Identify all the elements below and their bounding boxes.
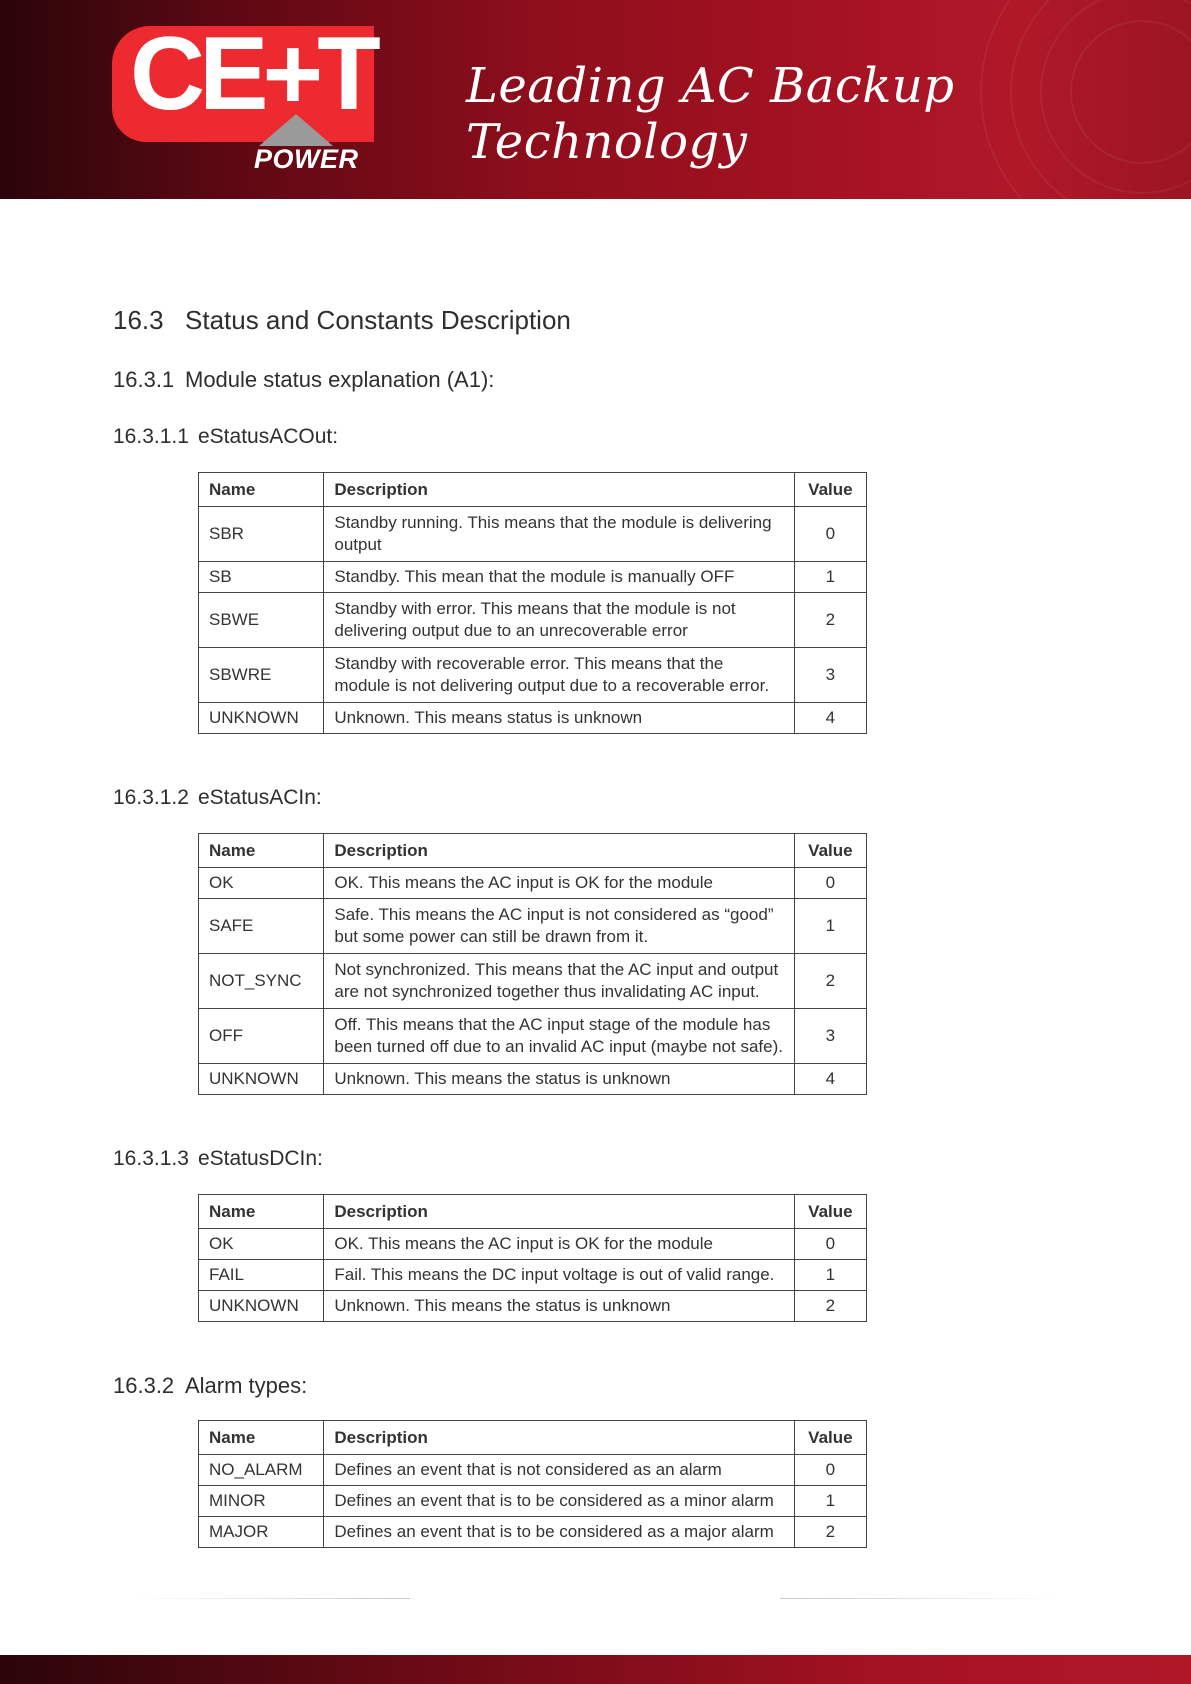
cell-description: Defines an event that is to be considered as a minor alarm [324, 1486, 794, 1517]
cell-value: 1 [794, 899, 866, 954]
cell-description: Safe. This means the AC input is not considered as “good” but some power can still be drawn from it. [324, 899, 794, 954]
heading-title: eStatusACOut: [198, 425, 339, 448]
tagline: Leading AC Backup Technology [466, 58, 955, 170]
cell-name: UNKNOWN [199, 1064, 324, 1095]
cell-name: SAFE [199, 899, 324, 954]
column-header-name: Name [199, 473, 324, 507]
cell-value: 3 [794, 1009, 866, 1064]
column-header-value: Value [794, 473, 866, 507]
cell-value: 0 [794, 1455, 866, 1486]
cell-description: Standby running. This means that the module is delivering output [324, 507, 794, 562]
cell-value: 1 [794, 562, 866, 593]
cell-description: Unknown. This means status is unknown [324, 703, 794, 734]
column-header-description: Description [324, 473, 794, 507]
table-row [199, 1064, 867, 1095]
cell-value: 2 [794, 954, 866, 1009]
cell-name: FAIL [199, 1260, 324, 1291]
cell-description: Unknown. This means the status is unknown [324, 1291, 794, 1322]
column-header-description: Description [324, 834, 794, 868]
cell-name: UNKNOWN [199, 1291, 324, 1322]
cell-description: OK. This means the AC input is OK for the module [324, 1229, 794, 1260]
table-heading-acin [113, 786, 322, 810]
table-row [199, 1009, 867, 1064]
table-row [199, 593, 867, 648]
heading-number: 16.3.1.2 [113, 786, 189, 809]
heading-title: eStatusDCIn: [198, 1147, 323, 1170]
cell-description: Unknown. This means the status is unknown [324, 1064, 794, 1095]
footer-divider-left [130, 1598, 410, 1599]
table-header-row [199, 1195, 867, 1229]
status-table-acout [198, 472, 867, 734]
status-table-dcin [198, 1194, 867, 1322]
cell-name: MINOR [199, 1486, 324, 1517]
cell-name: UNKNOWN [199, 703, 324, 734]
status-table-acin [198, 833, 867, 1095]
cell-name: OFF [199, 1009, 324, 1064]
heading-number: 16.3.1.3 [113, 1147, 189, 1170]
column-header-value: Value [794, 834, 866, 868]
cell-name: OK [199, 868, 324, 899]
table-row [199, 1455, 867, 1486]
column-header-value: Value [794, 1421, 866, 1455]
cell-name: NOT_SYNC [199, 954, 324, 1009]
cell-name: SB [199, 562, 324, 593]
cell-value: 2 [794, 1517, 866, 1548]
alarm-types-table [198, 1420, 867, 1548]
cell-name: SBWE [199, 593, 324, 648]
table-row [199, 1229, 867, 1260]
header-banner [0, 0, 1191, 199]
table-row [199, 703, 867, 734]
cell-value: 2 [794, 593, 866, 648]
footer-band [0, 1655, 1191, 1684]
heading-title: Alarm types: [185, 1373, 308, 1398]
cell-value: 4 [794, 703, 866, 734]
cell-name: SBWRE [199, 648, 324, 703]
cell-name: MAJOR [199, 1517, 324, 1548]
cell-description: Off. This means that the AC input stage of the module has been turned off due to an invalid AC input (maybe not safe). [324, 1009, 794, 1064]
table-row [199, 562, 867, 593]
cell-description: Defines an event that is to be considered as a major alarm [324, 1517, 794, 1548]
table-header-row [199, 473, 867, 507]
column-header-value: Value [794, 1195, 866, 1229]
cell-name: NO_ALARM [199, 1455, 324, 1486]
column-header-name: Name [199, 1195, 324, 1229]
cell-value: 2 [794, 1291, 866, 1322]
alarm-types-heading [113, 1373, 307, 1399]
table-row [199, 868, 867, 899]
section-number: 16.3 [113, 305, 164, 335]
heading-title: eStatusACIn: [198, 786, 322, 809]
table-row [199, 1517, 867, 1548]
column-header-name: Name [199, 834, 324, 868]
cell-value: 3 [794, 648, 866, 703]
heading-number: 16.3.1.1 [113, 425, 189, 448]
table-row [199, 648, 867, 703]
cell-value: 0 [794, 1229, 866, 1260]
cell-name: OK [199, 1229, 324, 1260]
cell-description: Defines an event that is not considered as an alarm [324, 1455, 794, 1486]
table-row [199, 1486, 867, 1517]
table-heading-dcin [113, 1147, 323, 1171]
column-header-description: Description [324, 1421, 794, 1455]
cell-value: 0 [794, 507, 866, 562]
company-logo [112, 16, 376, 174]
section-title: Status and Constants Description [185, 305, 571, 335]
cell-value: 1 [794, 1486, 866, 1517]
table-row [199, 899, 867, 954]
table-header-row [199, 834, 867, 868]
cell-value: 0 [794, 868, 866, 899]
logo-subtext: POWER [254, 144, 359, 174]
cell-description: Fail. This means the DC input voltage is out of valid range. [324, 1260, 794, 1291]
cell-name: SBR [199, 507, 324, 562]
cell-description: Standby. This mean that the module is manually OFF [324, 562, 794, 593]
subsection-heading [113, 367, 494, 393]
logo-triangle-icon [259, 114, 333, 146]
table-header-row [199, 1421, 867, 1455]
table-heading-acout [113, 425, 338, 449]
table-row [199, 1260, 867, 1291]
table-row [199, 1291, 867, 1322]
cell-value: 1 [794, 1260, 866, 1291]
table-row [199, 507, 867, 562]
cell-value: 4 [794, 1064, 866, 1095]
column-header-name: Name [199, 1421, 324, 1455]
cell-description: OK. This means the AC input is OK for the module [324, 868, 794, 899]
cell-description: Standby with recoverable error. This means that the module is not delivering output due to a recoverable error. [324, 648, 794, 703]
section-heading [113, 305, 571, 336]
logo-text: CE+T [130, 16, 375, 132]
footer-divider-right [780, 1598, 1060, 1599]
subsection-title: Module status explanation (A1): [185, 367, 495, 392]
column-header-description: Description [324, 1195, 794, 1229]
subsection-number: 16.3.1 [113, 367, 175, 392]
cell-description: Standby with error. This means that the module is not delivering output due to an unrecoverable error [324, 593, 794, 648]
heading-number: 16.3.2 [113, 1373, 175, 1398]
cell-description: Not synchronized. This means that the AC input and output are not synchronized together thus invalidating AC input. [324, 954, 794, 1009]
table-row [199, 954, 867, 1009]
